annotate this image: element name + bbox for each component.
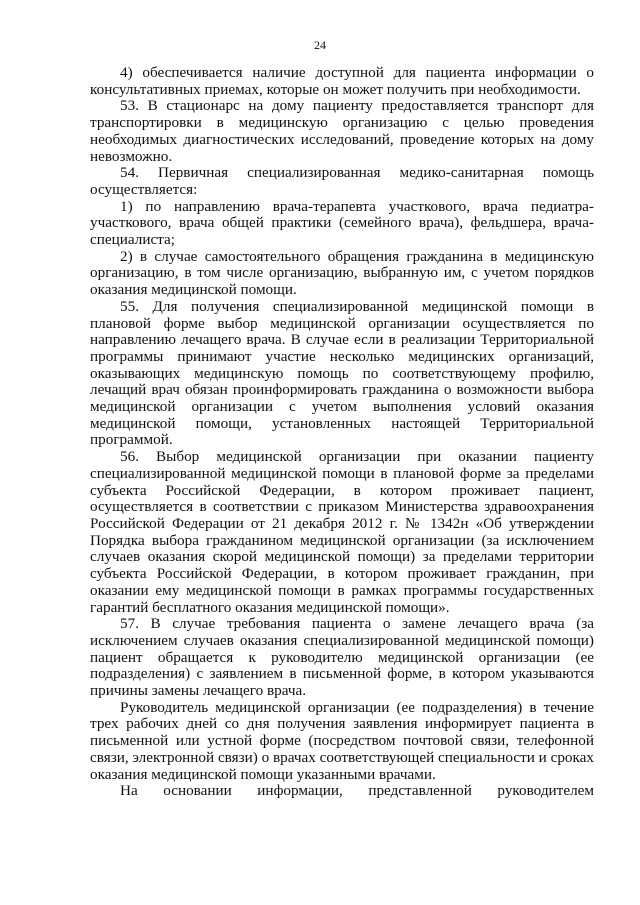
paragraph-57-continued: Руководитель медицинской организации (ее подразделения) в течение трех рабочих дней со дня получения заявления информирует пациента в письменной или устной форме (посредством почтовой связи, телефонной связи, электронной связи) о врачах соответствующей специальности и сроках оказания медицинской помощи указанными врачами. (90, 698, 595, 783)
paragraph-57-fragment: На основании информации, представленной руководителем (120, 782, 594, 800)
paragraph-53: 53. В стационарс на дому пациенту предоставляется транспорт для транспортировки в медицинскую организацию с целью проведения необходимых диагностических исследований, проведение которых на дому невозможно. (90, 97, 594, 165)
paragraph-item-4: 4) обеспечивается наличие доступной для пациента информации о консультативных приемах, которые он может получить при необходимости. (90, 64, 594, 98)
paragraph-57: 57. В случае требования пациента о замене лечащего врача (за исключением случаев оказания специализированной медицинской помощи) пациент обращается к руководителю медицинской организации (ее подразделения) с заявлением в письменной форме, в котором указываются причины замены лечащего врача. (90, 615, 594, 700)
page-number: 24 (314, 38, 326, 52)
paragraph-54: 54. Первичная специализированная медико-санитарная помощь осуществляется: (90, 164, 594, 198)
paragraph-55: 55. Для получения специализированной медицинской помощи в плановой форме выбор медицинской организации осуществляется по направлению лечащего врача. В случае если в реализации Территориальной программы принимают участие несколько медицинских организаций, оказывающих медицинскую помощь по соответствующему профилю, лечащий врач обязан проинформировать гражданина о возможности выбора медицинской организации с учетом выполнения условий оказания медицинской помощи, установленных настоящей Территориальной программой. (90, 297, 594, 449)
paragraph-54-item-2: 2) в случае самостоятельного обращения гражданина в медицинскую организацию, в том числе организацию, выбранную им, с учетом порядков оказания медицинской помощи. (90, 247, 594, 299)
document-body (90, 65, 594, 800)
paragraph-54-item-1: 1) по направлению врача-терапевта участкового, врача педиатра-участкового, врача общей практики (семейного врача), фельдшера, врача-специалиста; (90, 197, 594, 249)
paragraph-56: 56. Выбор медицинской организации при оказании пациенту специализированной медицинской помощи в плановой форме за пределами субъекта Российской Федерации, в котором проживает пациент, осуществляется в соответствии с приказом Министерства здравоохранения Российской Федерации от 21 декабря 2012 г. № 1342н «Об утверждении Порядка выбора гражданином медицинской организации (за исключением случаев оказания скорой медицинской помощи) за пределами территории субъекта Российской Федерации, в котором проживает гражданин, при оказании ему медицинской помощи в рамках программы государственных гарантий бесплатного оказания медицинской помощи». (90, 448, 594, 616)
